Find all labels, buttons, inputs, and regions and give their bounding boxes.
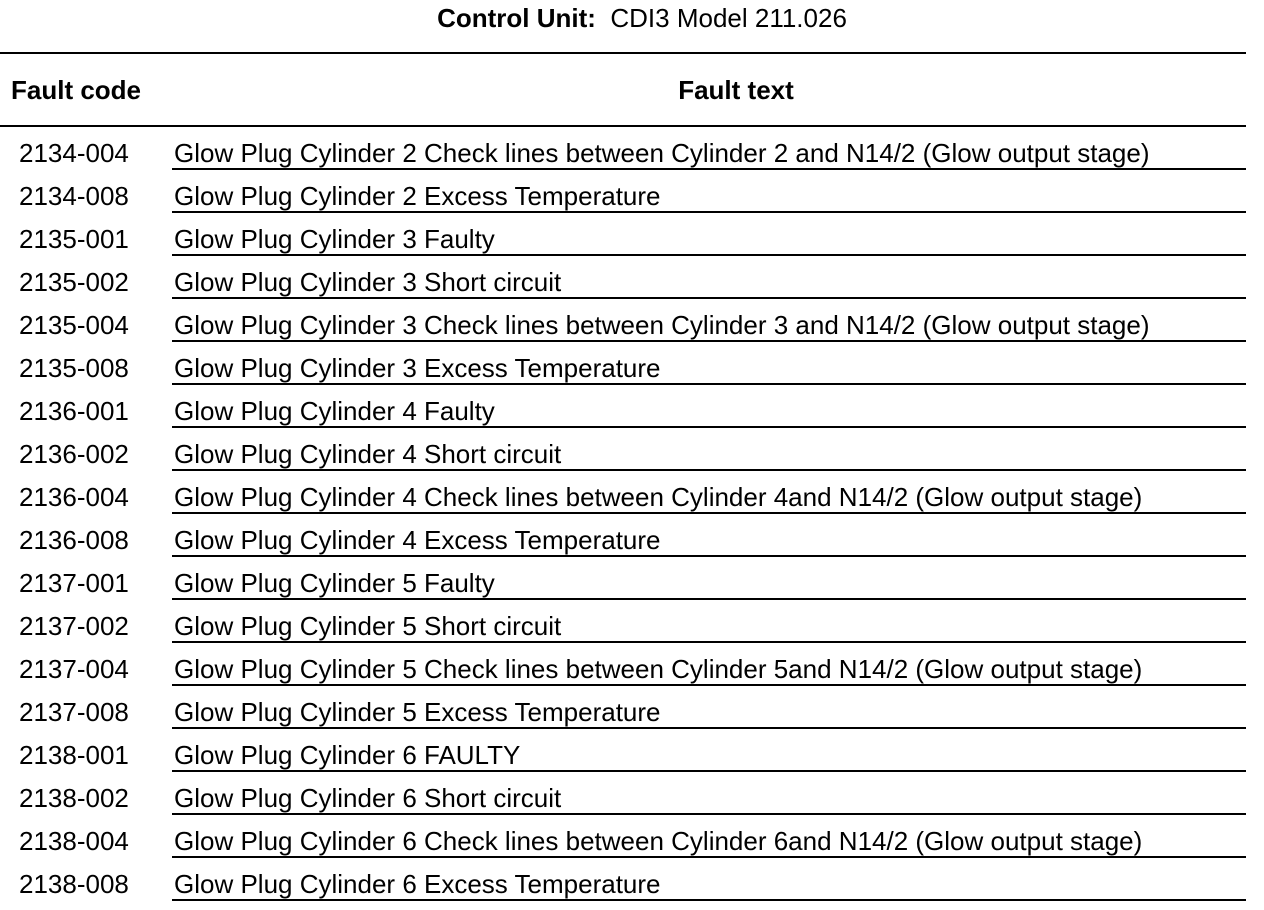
fault-code-cell: 2138-004 <box>19 826 129 856</box>
fault-code-cell: 2135-001 <box>19 224 129 254</box>
fault-code-cell: 2137-002 <box>19 611 129 641</box>
table-row <box>0 729 1264 772</box>
fault-code-cell: 2135-004 <box>19 310 129 340</box>
fault-code-cell: 2135-008 <box>19 353 129 383</box>
table-row <box>0 557 1264 600</box>
fault-text-cell: Glow Plug Cylinder 4 Excess Temperature <box>174 525 661 555</box>
fault-text-cell: Glow Plug Cylinder 2 Excess Temperature <box>174 181 661 211</box>
page-title <box>0 3 1264 33</box>
table-row <box>0 772 1264 815</box>
fault-code-cell: 2138-001 <box>19 740 129 770</box>
table-row <box>0 213 1264 256</box>
table-row <box>0 127 1264 170</box>
table-row <box>0 170 1264 213</box>
column-header-fault-text: Fault text <box>678 75 794 105</box>
table-row <box>0 643 1264 686</box>
fault-code-cell: 2136-008 <box>19 525 129 555</box>
table-row <box>0 815 1264 858</box>
fault-text-cell: Glow Plug Cylinder 6 Check lines between Cylinder 6and N14/2 (Glow output stage) <box>174 826 1143 856</box>
control-unit-label: Control Unit: <box>437 3 596 33</box>
fault-code-cell: 2135-002 <box>19 267 129 297</box>
fault-text-cell: Glow Plug Cylinder 3 Excess Temperature <box>174 353 661 383</box>
table-row <box>0 342 1264 385</box>
row-divider <box>172 899 1246 901</box>
fault-text-cell: Glow Plug Cylinder 3 Short circuit <box>174 267 562 297</box>
top-divider <box>0 52 1246 54</box>
table-row <box>0 600 1264 643</box>
fault-text-cell: Glow Plug Cylinder 2 Check lines between Cylinder 2 and N14/2 (Glow output stage) <box>174 138 1150 168</box>
table-row <box>0 385 1264 428</box>
fault-code-cell: 2136-001 <box>19 396 129 426</box>
fault-code-cell: 2138-002 <box>19 783 129 813</box>
table-row <box>0 256 1264 299</box>
table-row <box>0 858 1264 901</box>
fault-code-cell: 2137-008 <box>19 697 129 727</box>
fault-code-cell: 2138-008 <box>19 869 129 899</box>
fault-table-body <box>0 127 1264 901</box>
fault-text-cell: Glow Plug Cylinder 5 Faulty <box>174 568 495 598</box>
table-row <box>0 686 1264 729</box>
fault-text-cell: Glow Plug Cylinder 4 Faulty <box>174 396 495 426</box>
fault-text-cell: Glow Plug Cylinder 6 Short circuit <box>174 783 562 813</box>
fault-code-cell: 2136-004 <box>19 482 129 512</box>
fault-code-cell: 2134-004 <box>19 138 129 168</box>
table-row <box>0 428 1264 471</box>
table-row <box>0 514 1264 557</box>
column-header-fault-code: Fault code <box>11 75 142 105</box>
fault-text-cell: Glow Plug Cylinder 3 Faulty <box>174 224 495 254</box>
fault-code-cell: 2137-004 <box>19 654 129 684</box>
fault-text-cell: Glow Plug Cylinder 3 Check lines between Cylinder 3 and N14/2 (Glow output stage) <box>174 310 1150 340</box>
fault-text-cell: Glow Plug Cylinder 6 Excess Temperature <box>174 869 661 899</box>
fault-text-cell: Glow Plug Cylinder 5 Short circuit <box>174 611 562 641</box>
fault-text-cell: Glow Plug Cylinder 5 Check lines between Cylinder 5and N14/2 (Glow output stage) <box>174 654 1143 684</box>
fault-text-cell: Glow Plug Cylinder 5 Excess Temperature <box>174 697 661 727</box>
fault-code-cell: 2136-002 <box>19 439 129 469</box>
fault-code-cell: 2137-001 <box>19 568 129 598</box>
table-row <box>0 471 1264 514</box>
fault-code-cell: 2134-008 <box>19 181 129 211</box>
fault-text-cell: Glow Plug Cylinder 4 Check lines between Cylinder 4and N14/2 (Glow output stage) <box>174 482 1143 512</box>
control-unit-value: CDI3 Model 211.026 <box>610 3 847 33</box>
fault-text-cell: Glow Plug Cylinder 4 Short circuit <box>174 439 562 469</box>
table-row <box>0 299 1264 342</box>
fault-text-cell: Glow Plug Cylinder 6 FAULTY <box>174 740 521 770</box>
